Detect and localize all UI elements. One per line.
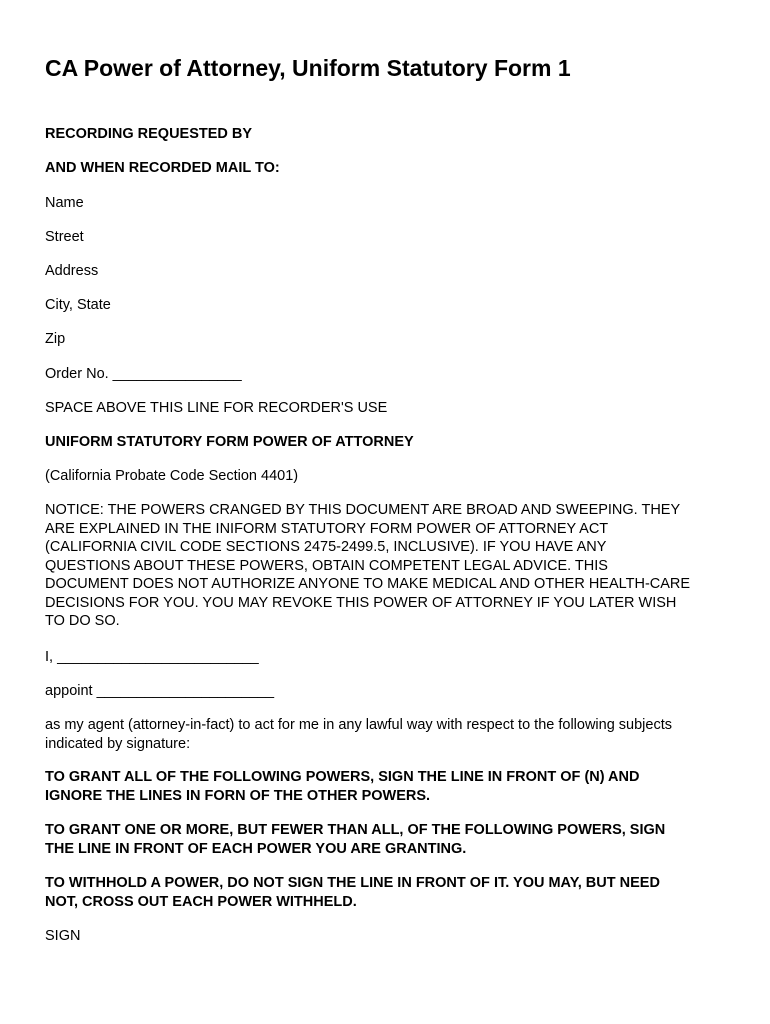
principal-name-line: I, _________________________ <box>45 649 259 665</box>
sign-label: SIGN <box>45 928 81 944</box>
notice-line: QUESTIONS ABOUT THESE POWERS, OBTAIN COMPETENT LEGAL ADVICE. THIS <box>45 557 608 574</box>
form-heading: UNIFORM STATUTORY FORM POWER OF ATTORNEY <box>45 434 414 450</box>
notice-line: ARE EXPLAINED IN THE INIFORM STATUTORY FORM POWER OF ATTORNEY ACT <box>45 520 609 537</box>
instruction-line: IGNORE THE LINES IN FORN OF THE OTHER POWERS. <box>45 787 431 804</box>
instruction-grant-some <box>45 821 735 858</box>
agent-authority-line: as my agent (attorney-in-fact) to act for me in any lawful way with respect to the following subjects <box>45 717 672 733</box>
mail-field-street: Street <box>45 229 84 245</box>
mail-field-address: Address <box>45 263 99 279</box>
notice-line: (CALIFORNIA CIVIL CODE SECTIONS 2475-2499.5, INCLUSIVE). IF YOU HAVE ANY <box>45 539 607 555</box>
instruction-withhold <box>45 874 735 911</box>
order-number-line: Order No. ________________ <box>45 366 242 382</box>
recorder-use-note: SPACE ABOVE THIS LINE FOR RECORDER'S USE <box>45 400 388 416</box>
instruction-line: TO GRANT ONE OR MORE, BUT FEWER THAN ALL, OF THE FOLLOWING POWERS, SIGN <box>45 822 666 838</box>
notice-paragraph <box>45 501 735 631</box>
instruction-line: NOT, CROSS OUT EACH POWER WITHHELD. <box>45 893 357 910</box>
notice-line: DOCUMENT DOES NOT AUTHORIZE ANYONE TO MAKE MEDICAL AND OTHER HEALTH-CARE <box>45 576 691 592</box>
agent-authority-line: indicated by signature: <box>45 735 191 752</box>
mail-field-city-state: City, State <box>45 297 111 313</box>
document-title: CA Power of Attorney, Uniform Statutory Form 1 <box>45 55 571 81</box>
notice-line: TO DO SO. <box>45 613 120 629</box>
recording-requested-by: RECORDING REQUESTED BY <box>45 126 253 142</box>
instruction-line: THE LINE IN FRONT OF EACH POWER YOU ARE GRANTING. <box>45 840 467 857</box>
instruction-line: TO GRANT ALL OF THE FOLLOWING POWERS, SIGN THE LINE IN FRONT OF (N) AND <box>45 769 640 785</box>
notice-line: NOTICE: THE POWERS CRANGED BY THIS DOCUMENT ARE BROAD AND SWEEPING. THEY <box>45 502 681 518</box>
appoint-agent-line: appoint ______________________ <box>45 683 275 699</box>
document-page <box>45 0 735 1024</box>
mail-field-name: Name <box>45 195 84 211</box>
when-recorded-mail-to: AND WHEN RECORDED MAIL TO: <box>45 160 280 176</box>
instruction-grant-all <box>45 768 735 805</box>
instruction-line: TO WITHHOLD A POWER, DO NOT SIGN THE LINE IN FRONT OF IT. YOU MAY, BUT NEED <box>45 875 660 891</box>
mail-field-zip: Zip <box>45 331 66 347</box>
code-reference: (California Probate Code Section 4401) <box>45 468 299 484</box>
notice-line: DECISIONS FOR YOU. YOU MAY REVOKE THIS POWER OF ATTORNEY IF YOU LATER WISH <box>45 594 677 611</box>
agent-authority-paragraph <box>45 716 735 753</box>
